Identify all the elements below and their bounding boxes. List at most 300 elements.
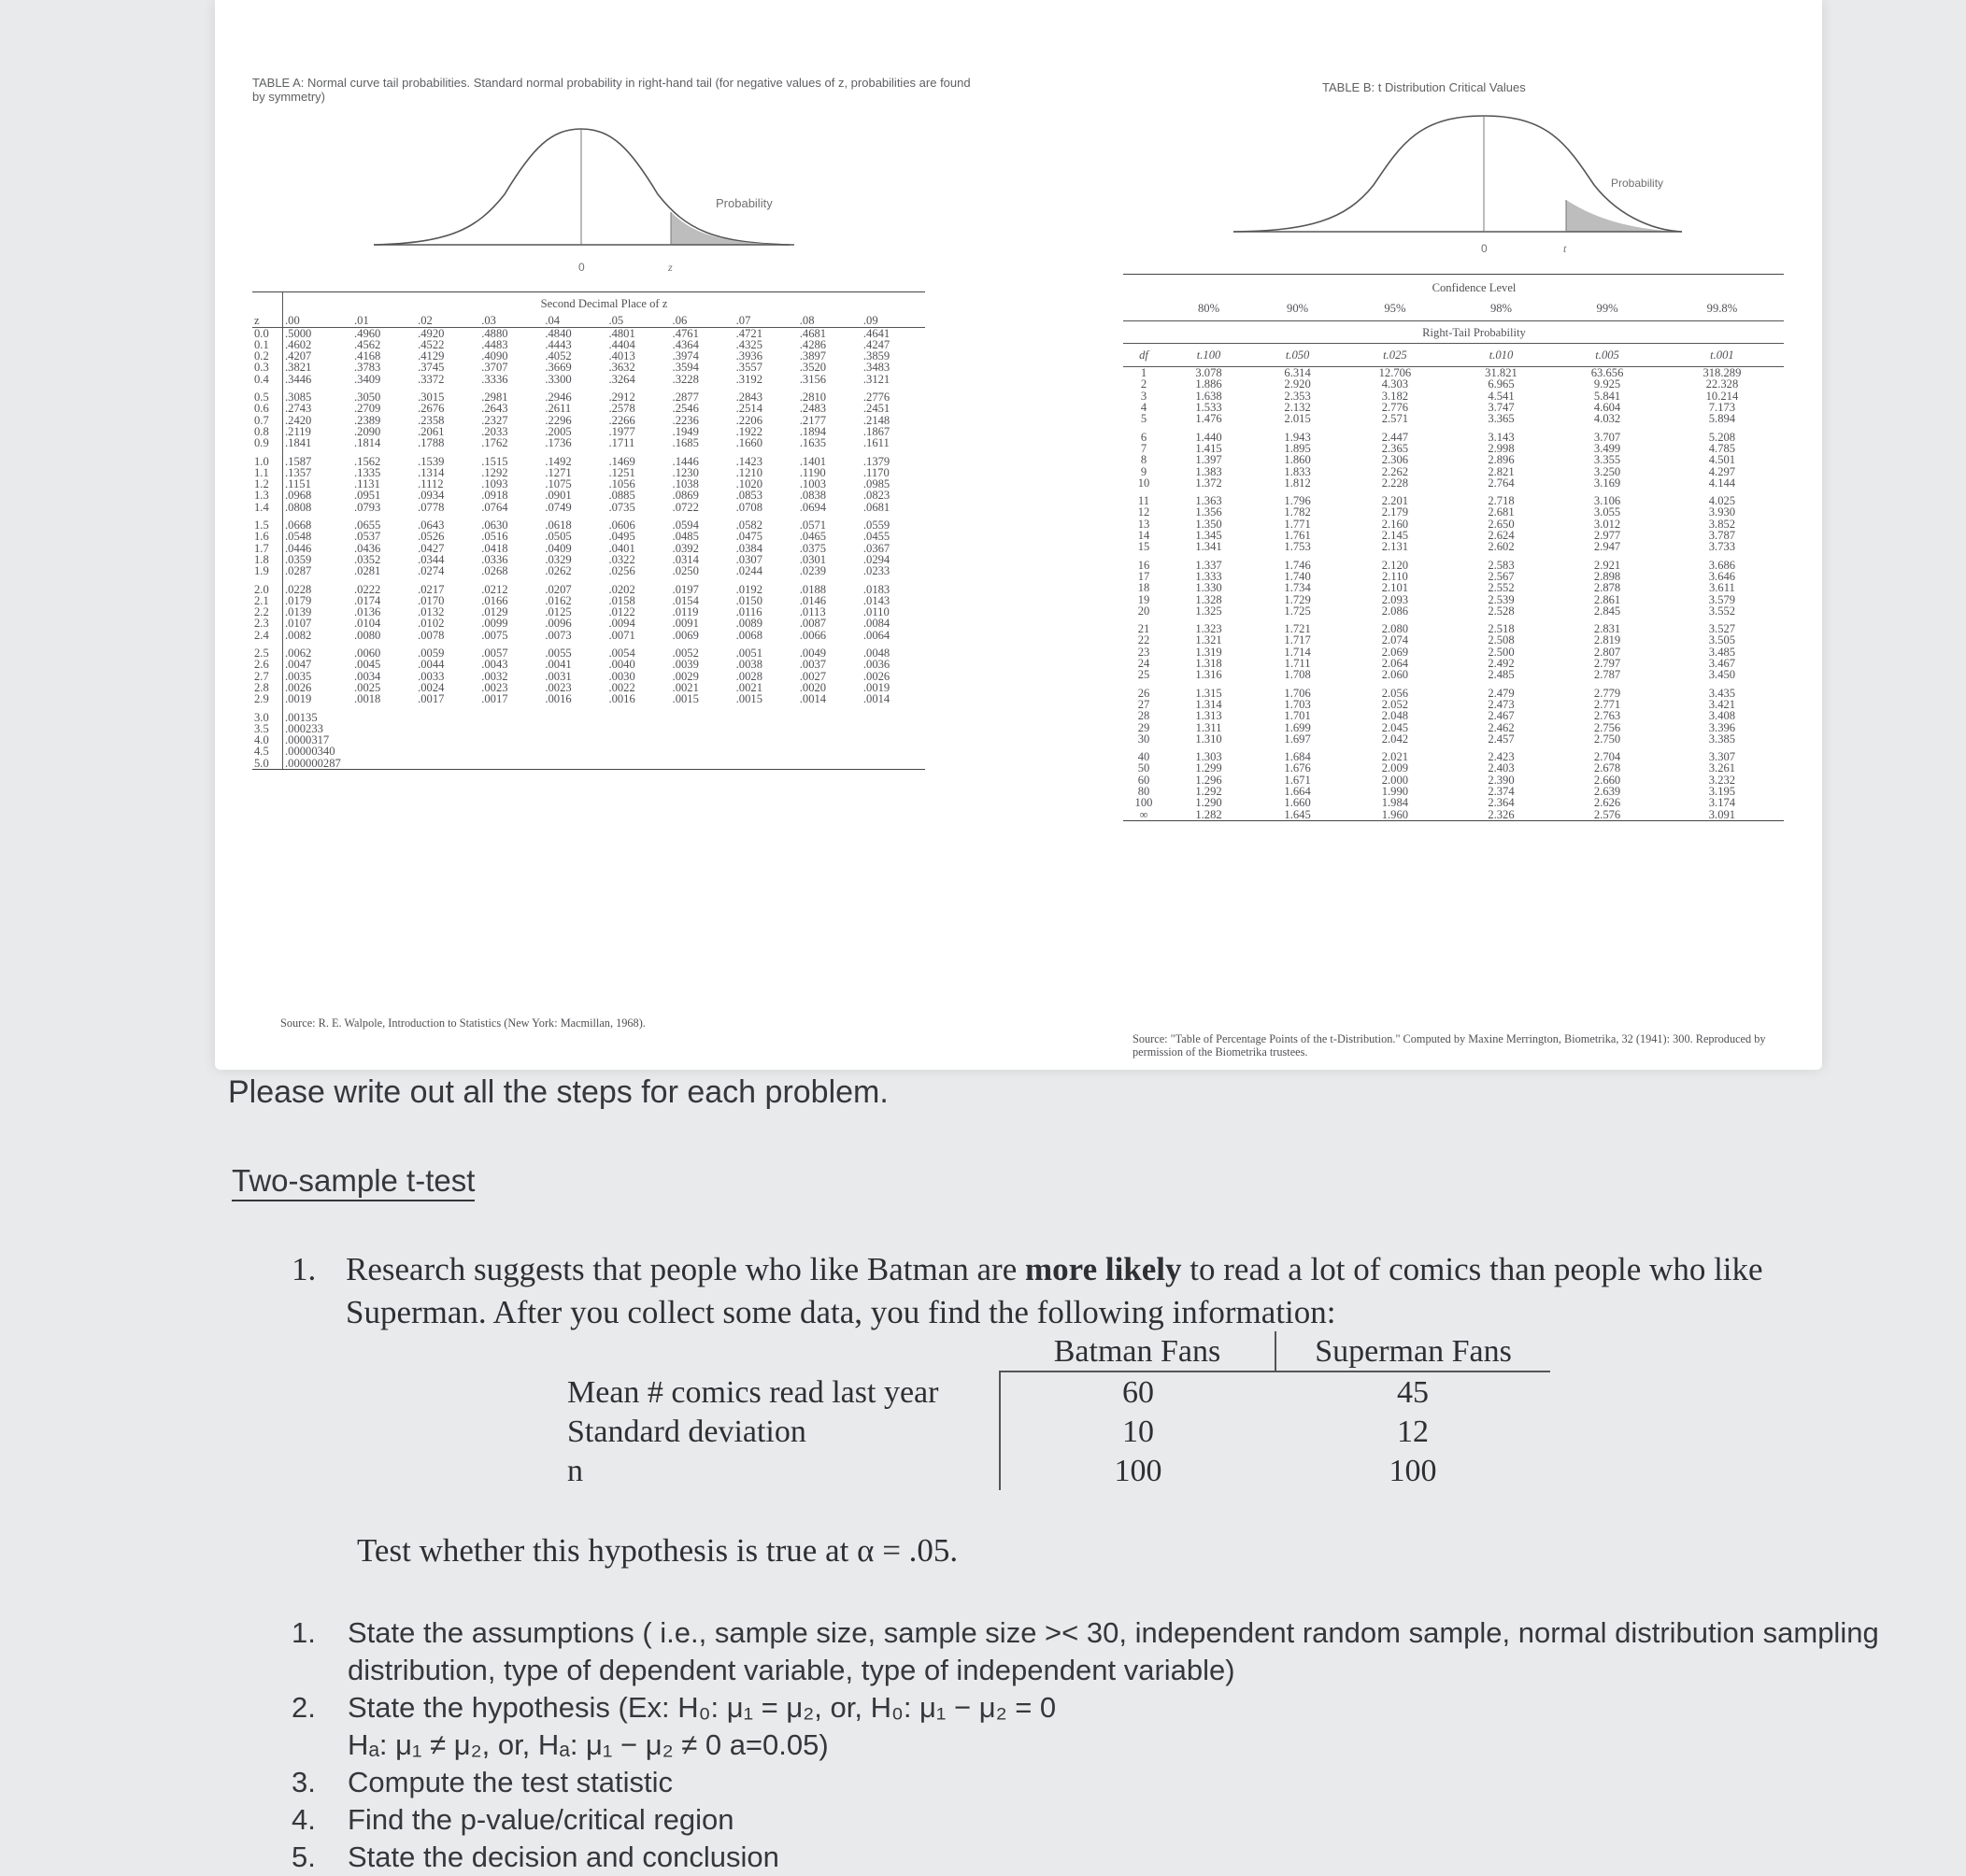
critical-value: 2.583 (1488, 558, 1515, 572)
problem-text-pre: Research suggests that people who like Batman are (346, 1251, 1026, 1287)
column-header: .02 (416, 315, 479, 327)
table-row (252, 577, 925, 595)
probability-cell: .0059 (418, 647, 445, 661)
df-value: 10 (1137, 476, 1150, 490)
df-value: ∞ (1123, 809, 1164, 821)
probability-cell: .1894 (799, 424, 827, 438)
probability-cell: .3745 (418, 361, 445, 375)
probability-label: Probability (716, 196, 773, 210)
probability-cell: .0409 (545, 541, 572, 555)
probability-cell: .0202 (608, 582, 635, 596)
critical-value: 2.473 (1488, 697, 1515, 711)
table-row (1123, 681, 1784, 699)
probability-cell: .2177 (799, 413, 827, 427)
critical-value: 2.009 (1381, 761, 1409, 775)
probability-cell: .0094 (608, 617, 635, 631)
critical-value: 3.385 (1708, 732, 1736, 746)
probability-cell: .0764 (481, 500, 508, 514)
probability-cell: .0287 (285, 564, 312, 578)
confidence-level: 99.8% (1660, 299, 1784, 320)
table-row (252, 531, 925, 542)
probability-cell: .2148 (862, 413, 890, 427)
header-batman: Batman Fans (1000, 1331, 1275, 1371)
probability-cell (416, 734, 479, 746)
table-row (252, 385, 925, 403)
critical-value: 1.746 (1284, 558, 1311, 572)
probability-cell: .0023 (545, 680, 572, 694)
z-value: 1.9 (252, 565, 283, 576)
probability-cell: .0212 (481, 582, 508, 596)
section-title: Two-sample t-test (232, 1163, 475, 1201)
critical-value: 3.250 (1593, 464, 1621, 478)
probability-cell: .0392 (672, 541, 699, 555)
table-row (252, 490, 925, 501)
probability-cell: .1922 (735, 424, 762, 438)
table-row (252, 734, 925, 746)
critical-value: 2.069 (1381, 645, 1409, 659)
critical-value: 3.055 (1593, 505, 1621, 519)
critical-value: 2.353 (1284, 389, 1311, 403)
probability-cell: .0708 (735, 500, 762, 514)
critical-value: 3.852 (1708, 517, 1736, 531)
probability-cell: .0146 (799, 593, 827, 607)
critical-value: 5.841 (1593, 389, 1621, 403)
comics-data-table (547, 1331, 1550, 1490)
probability-cell: .1003 (799, 477, 827, 491)
probability-cell: .1814 (354, 436, 381, 450)
probability-cell: .1841 (285, 436, 312, 450)
df-value: 24 (1137, 657, 1150, 671)
probability-cell (671, 746, 734, 757)
probability-cell (479, 758, 543, 770)
critical-value: 3.182 (1381, 389, 1409, 403)
probability-cell: .0901 (545, 489, 572, 503)
probability-cell: .0047 (285, 658, 312, 672)
t-table (1123, 274, 1784, 821)
critical-value: 1.325 (1195, 604, 1222, 618)
critical-value: 2.365 (1381, 441, 1409, 455)
probability-cell: .3085 (285, 391, 312, 405)
probability-cell: .0030 (608, 669, 635, 683)
critical-value: 2.120 (1381, 558, 1409, 572)
probability-cell: .2005 (545, 424, 572, 438)
probability-cell: .0455 (862, 530, 890, 544)
step-item (292, 1839, 1880, 1876)
critical-value: 3.505 (1708, 633, 1736, 647)
probability-cell (543, 758, 606, 770)
critical-value: 2.779 (1593, 686, 1621, 700)
critical-value: 2.132 (1284, 401, 1311, 415)
probability-cell: .1736 (545, 436, 572, 450)
table-row (1123, 582, 1784, 593)
probability-cell: .4364 (672, 337, 699, 351)
probability-cell: .0129 (481, 605, 508, 619)
z-value: 2.7 (252, 671, 283, 682)
critical-value: 2.920 (1284, 377, 1311, 391)
t-curve-figure (1233, 110, 1710, 260)
table-row (252, 449, 925, 467)
critical-value: 2.145 (1381, 529, 1409, 543)
df-value: 2 (1140, 377, 1147, 391)
z-value: 0.0 (252, 327, 283, 339)
critical-value: 2.518 (1488, 622, 1515, 636)
critical-value: 1.292 (1195, 784, 1222, 798)
probability-cell (671, 758, 734, 770)
critical-value: 1.321 (1195, 633, 1222, 647)
z-header: z (252, 315, 283, 327)
probability-cell (416, 746, 479, 757)
probability-cell: .1446 (672, 454, 699, 468)
critical-value: 2.528 (1488, 604, 1515, 618)
probability-cell: .0102 (418, 617, 445, 631)
probability-cell: .3483 (862, 361, 890, 375)
tail-label: t.010 (1448, 343, 1555, 366)
critical-value: 2.896 (1488, 453, 1515, 467)
probability-cell: .0968 (285, 489, 312, 503)
probability-cell: .0099 (481, 617, 508, 631)
step-text: Compute the test statistic (348, 1766, 674, 1798)
critical-value: 2.681 (1488, 505, 1515, 519)
z-value: 4.5 (252, 746, 283, 757)
critical-value: 1.303 (1195, 750, 1222, 764)
probability-cell: .3557 (735, 361, 762, 375)
critical-value: 1.415 (1195, 441, 1222, 455)
probability-cell: .0154 (672, 593, 699, 607)
probability-cell: .1587 (285, 454, 312, 468)
probability-cell: .0060 (354, 647, 381, 661)
critical-value: 2.485 (1488, 668, 1515, 682)
probability-cell: .0475 (735, 530, 762, 544)
probability-cell: .2389 (354, 413, 381, 427)
probability-cell: .2843 (735, 391, 762, 405)
probability-cell: .0071 (608, 628, 635, 642)
df-value: 27 (1137, 697, 1150, 711)
probability-cell: .0089 (735, 617, 762, 631)
confidence-header-row (1123, 275, 1784, 300)
probability-cell: .1788 (418, 436, 445, 450)
probability-cell: .2236 (672, 413, 699, 427)
critical-value: 3.307 (1708, 750, 1736, 764)
problem-number: 1. (292, 1251, 317, 1287)
z-value: 2.0 (252, 577, 283, 595)
critical-value: 1.714 (1284, 645, 1311, 659)
critical-value: 2.771 (1593, 697, 1621, 711)
probability-cell: .2709 (354, 402, 381, 416)
z-value: 0.6 (252, 403, 283, 414)
superman-value: 100 (1389, 1454, 1437, 1488)
probability-cell (862, 734, 925, 746)
critical-value: 1.706 (1284, 686, 1311, 700)
critical-value: 2.845 (1593, 604, 1621, 618)
critical-value: 1.943 (1284, 430, 1311, 444)
critical-value: 1.319 (1195, 645, 1222, 659)
probability-cell: .0028 (735, 669, 762, 683)
probability-cell: .1151 (285, 477, 311, 491)
probability-cell: .4207 (285, 349, 312, 363)
probability-cell: .2119 (285, 424, 311, 438)
probability-cell (862, 746, 925, 757)
confidence-levels-row (1123, 299, 1784, 320)
table-b-source: Source: "Table of Percentage Points of the t-Distribution." Computed by Maxine Merrington, Biometrika, 32 (1941): 300. Reproduced by permission of the Biometrika trustees. (1133, 1032, 1766, 1059)
probability-cell: .1210 (735, 465, 762, 479)
probability-cell: .0823 (862, 489, 890, 503)
confidence-level: 90% (1253, 299, 1342, 320)
probability-cell: .0228 (285, 582, 312, 596)
table-row (1123, 762, 1784, 774)
probability-cell (543, 746, 606, 757)
column-header: .09 (862, 315, 925, 327)
critical-value: 2.878 (1593, 581, 1621, 595)
test-instruction: Test whether this hypothesis is true at α = .05. (357, 1532, 959, 1569)
critical-value: 1.740 (1284, 569, 1311, 583)
probability-cell: .1539 (418, 454, 445, 468)
header-spacer (252, 292, 283, 316)
probability-cell: .0015 (672, 692, 699, 706)
df-value: 28 (1137, 709, 1150, 723)
table-row (1123, 443, 1784, 454)
critical-value: 2.021 (1381, 750, 1409, 764)
critical-value: 3.435 (1708, 686, 1736, 700)
critical-value: 3.232 (1708, 773, 1736, 787)
table-row (252, 659, 925, 670)
critical-value: 3.261 (1708, 761, 1736, 775)
table-row (547, 1451, 1550, 1490)
probability-cell: .4920 (418, 326, 445, 340)
probability-cell: .1660 (735, 436, 762, 450)
probability-cell: .0026 (285, 680, 312, 694)
critical-value: 1.333 (1195, 569, 1222, 583)
column-header: .01 (352, 315, 416, 327)
critical-value: 2.364 (1488, 796, 1515, 810)
critical-value: 2.093 (1381, 592, 1409, 606)
probability-cell: .2483 (799, 402, 827, 416)
critical-value: 2.571 (1381, 412, 1409, 426)
critical-value: 1.960 (1342, 809, 1448, 821)
table-row (1123, 786, 1784, 797)
probability-cell: .0017 (481, 692, 508, 706)
probability-cell: .0951 (354, 489, 381, 503)
table-row (252, 705, 925, 723)
critical-value: 2.787 (1593, 668, 1621, 682)
df-value: 40 (1137, 750, 1150, 764)
df-value: 13 (1137, 517, 1150, 531)
probability-cell: .4483 (481, 337, 508, 351)
critical-value: 2.000 (1381, 773, 1409, 787)
probability-cell: .0032 (481, 669, 508, 683)
z-value: 3.0 (252, 705, 283, 723)
step-item (292, 1614, 1880, 1689)
df-value: 6 (1140, 430, 1147, 444)
critical-value: 2.977 (1593, 529, 1621, 543)
problem-text-bold: more likely (1025, 1251, 1182, 1287)
probability-cell (734, 723, 798, 734)
table-row (1123, 413, 1784, 424)
probability-cell: .1867 (862, 424, 890, 438)
critical-value: 1.717 (1284, 633, 1311, 647)
table-row (1123, 647, 1784, 658)
critical-value: 2.086 (1381, 604, 1409, 618)
z-value: 1.6 (252, 531, 283, 542)
step-number: 1. (292, 1616, 316, 1649)
probability-cell: .1977 (608, 424, 635, 438)
critical-value: 2.457 (1488, 732, 1515, 746)
critical-value: 2.048 (1381, 709, 1409, 723)
z-value: 2.3 (252, 618, 283, 629)
df-value: 15 (1137, 540, 1150, 554)
probability-cell: .2327 (481, 413, 508, 427)
step-item (292, 1801, 1880, 1839)
critical-value: 1.290 (1195, 796, 1222, 810)
critical-value: 1.833 (1284, 464, 1311, 478)
probability-cell: .1335 (354, 465, 381, 479)
probability-cell (798, 705, 862, 723)
column-header: .03 (479, 315, 543, 327)
probability-cell: .0630 (481, 519, 508, 533)
step-item (292, 1764, 1880, 1801)
critical-value: 1.676 (1284, 761, 1311, 775)
critical-value: 1.314 (1195, 697, 1222, 711)
table-row (1123, 489, 1784, 506)
table-row (1123, 699, 1784, 710)
probability-cell (416, 758, 479, 770)
probability-cell: .0427 (418, 541, 445, 555)
probability-cell: .0749 (545, 500, 572, 514)
critical-value: 1.645 (1253, 809, 1342, 821)
probability-cell (862, 758, 925, 770)
probability-cell: .1423 (735, 454, 762, 468)
probability-cell: .2514 (735, 402, 762, 416)
df-value: 5 (1140, 412, 1147, 426)
probability-cell: .0606 (608, 519, 635, 533)
critical-value: 1.860 (1284, 453, 1311, 467)
table-row (1123, 477, 1784, 489)
z-value: 3.5 (252, 723, 283, 734)
probability-cell: .4443 (545, 337, 572, 351)
table-row (252, 403, 925, 414)
probability-cell: .0594 (672, 519, 699, 533)
column-header: .08 (798, 315, 862, 327)
table-row (1123, 391, 1784, 402)
probability-cell: .1038 (672, 477, 699, 491)
table-row (252, 641, 925, 659)
probability-cell: .4090 (481, 349, 508, 363)
critical-value: 1.703 (1284, 697, 1311, 711)
z-value: 0.1 (252, 339, 283, 350)
probability-cell: .0618 (545, 519, 572, 533)
critical-value: 1.296 (1195, 773, 1222, 787)
critical-value: 2.110 (1381, 569, 1408, 583)
superman-value: 45 (1397, 1375, 1429, 1410)
probability-cell: .0069 (672, 628, 699, 642)
probability-cell: .0694 (799, 500, 827, 514)
probability-cell: .0384 (735, 541, 762, 555)
probability-cell: .0869 (672, 489, 699, 503)
probability-cell: .4168 (354, 349, 381, 363)
probability-cell: .5000 (285, 326, 312, 340)
critical-value: 2.776 (1381, 401, 1409, 415)
critical-value: 12.706 (1378, 366, 1412, 380)
probability-cell: .0344 (418, 552, 445, 566)
critical-value: 3.747 (1488, 401, 1515, 415)
probability-cell: .0023 (481, 680, 508, 694)
probability-cell: .3594 (672, 361, 699, 375)
critical-value: 2.508 (1488, 633, 1515, 647)
critical-value: 2.756 (1593, 720, 1621, 734)
critical-value: 1.699 (1284, 720, 1311, 734)
table-row (1123, 797, 1784, 808)
probability-cell: .0122 (608, 605, 635, 619)
batman-value: 60 (1122, 1375, 1154, 1410)
probability-cell: .0020 (799, 680, 827, 694)
critical-value: 1.895 (1284, 441, 1311, 455)
probability-cell: .0033 (418, 669, 445, 683)
table-row (252, 693, 925, 704)
z-value: 1.0 (252, 449, 283, 467)
probability-cell: .0537 (354, 530, 381, 544)
probability-cell: .0495 (608, 530, 635, 544)
probability-cell: .0294 (862, 552, 890, 566)
probability-cell: .0188 (799, 582, 827, 596)
critical-value: 1.316 (1195, 668, 1222, 682)
critical-value: 318.289 (1702, 366, 1742, 380)
table-row (1123, 454, 1784, 465)
column-header: .07 (734, 315, 798, 327)
critical-value: 1.313 (1195, 709, 1222, 723)
probability-cell: .0096 (545, 617, 572, 631)
probability-cell: .1379 (862, 454, 890, 468)
z-value: 1.1 (252, 467, 283, 478)
probability-cell: .3707 (481, 361, 508, 375)
critical-value: 2.819 (1593, 633, 1621, 647)
probability-cell: .2358 (418, 413, 445, 427)
probability-cell: .1056 (608, 477, 635, 491)
step-text: State the hypothesis (Ex: H₀: μ₁ = μ₂, or, H₀: μ₁ − μ₂ = 0 (348, 1691, 1057, 1724)
probability-cell (671, 734, 734, 746)
probability-cell: .0104 (354, 617, 381, 631)
critical-value: 2.831 (1593, 622, 1621, 636)
step-number: 2. (292, 1691, 316, 1724)
critical-value: 2.492 (1488, 657, 1515, 671)
critical-value: 3.686 (1708, 558, 1736, 572)
critical-value: 1.671 (1284, 773, 1311, 787)
confidence-level: 80% (1164, 299, 1253, 320)
critical-value: 1.363 (1195, 494, 1222, 508)
probability-cell: .0073 (545, 628, 572, 642)
probability-cell: .0078 (418, 628, 445, 642)
row-label: n (547, 1451, 1000, 1490)
critical-value: 9.925 (1593, 377, 1621, 391)
probability-cell (734, 758, 798, 770)
critical-value: 1.697 (1284, 732, 1311, 746)
table-row (1123, 402, 1784, 413)
probability-cell: .0068 (735, 628, 762, 642)
critical-value: 3.579 (1708, 592, 1736, 606)
probability-cell: .0082 (285, 628, 312, 642)
critical-value: 1.356 (1195, 505, 1222, 519)
probability-cell: .2578 (608, 402, 635, 416)
critical-value: 2.262 (1381, 464, 1409, 478)
column-header: .06 (671, 315, 734, 327)
probability-cell: .0113 (799, 605, 826, 619)
critical-value: 1.440 (1195, 430, 1222, 444)
table-row (1123, 605, 1784, 617)
probability-cell: .0041 (545, 658, 572, 672)
probability-cell: .1611 (862, 436, 890, 450)
probability-cell: .0019 (285, 692, 312, 706)
second-decimal-header: Second Decimal Place of z (283, 292, 926, 316)
step-text: Hₐ: μ₁ ≠ μ₂, or, Hₐ: μ₁ − μ₂ ≠ 0 a=0.05) (348, 1728, 829, 1761)
probability-cell: .0057 (481, 647, 508, 661)
